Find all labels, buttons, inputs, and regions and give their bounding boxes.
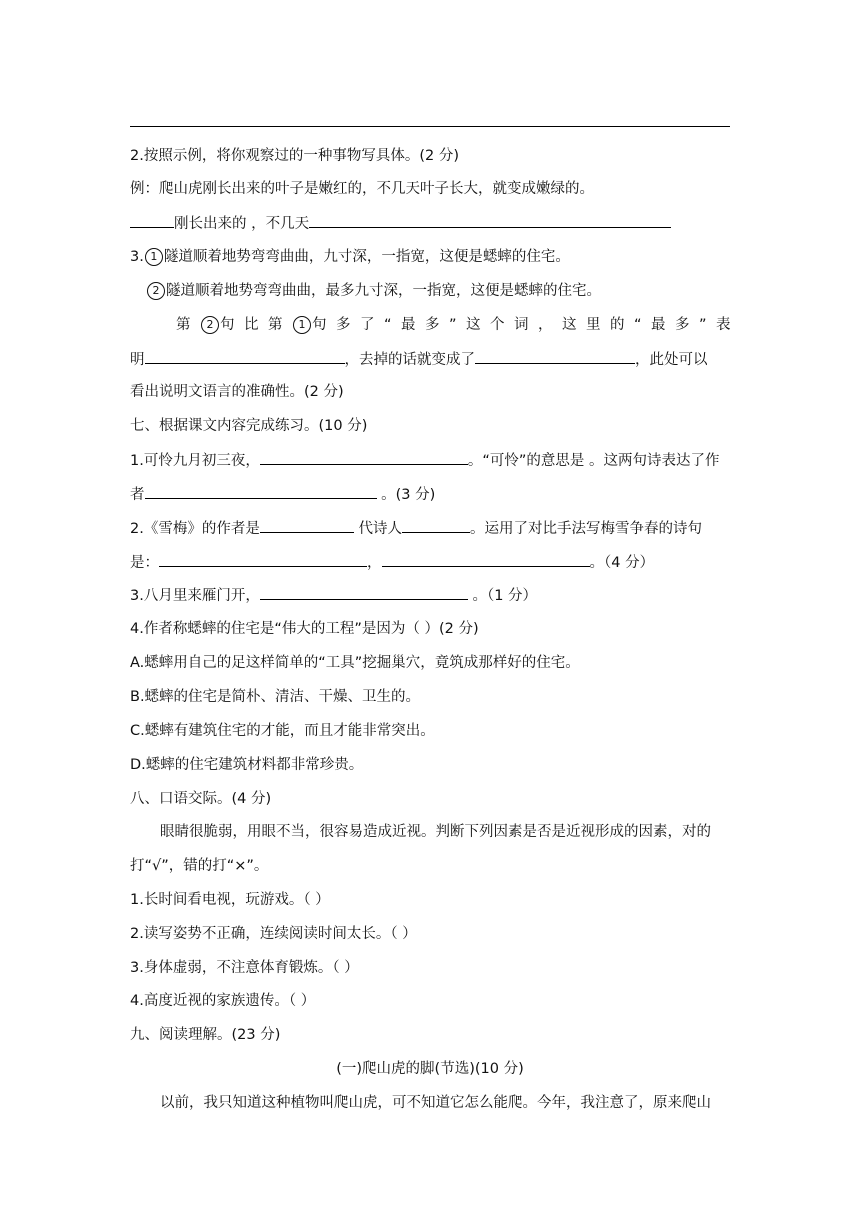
section-8-heading: 八、口语交际。(4 分) bbox=[130, 791, 272, 807]
option-a: A.蟋蟀用自己的足这样简单的“工具”挖掘巢穴，竟筑成那样好的住宅。 bbox=[130, 655, 580, 671]
answer-blank[interactable] bbox=[260, 450, 468, 465]
s7-q2-line-1: 2.《雪梅》的作者是 代诗人 。运用了对比手法写梅雪争春的诗句 bbox=[130, 518, 730, 539]
option-b: B.蟋蟀的住宅是简朴、清洁、干燥、卫生的。 bbox=[130, 689, 421, 705]
s7-q3-line: 3.八月里来雁门开， 。（1 分） bbox=[130, 585, 730, 606]
option-d: D.蟋蟀的住宅建筑材料都非常珍贵。 bbox=[130, 757, 364, 773]
answer-blank[interactable] bbox=[260, 585, 468, 600]
q3-line-3: 看出说明文语言的准确性。(2 分) bbox=[130, 384, 344, 400]
answer-blank[interactable] bbox=[145, 484, 377, 499]
circled-number-1: 1 bbox=[145, 248, 163, 266]
s8-intro-line-1: 眼睛很脆弱，用眼不当，很容易造成近视。判断下列因素是否是近视形成的因素，对的 bbox=[160, 824, 711, 840]
s7-q1-line-2: 者 。(3 分) bbox=[130, 484, 730, 505]
s7-q1-line-1: 1.可怜九月初三夜， 。“可怜”的意思是 。这两句诗表达了作 bbox=[130, 450, 730, 471]
reading-subtitle: (一)爬山虎的脚(节选)(10 分) bbox=[336, 1061, 524, 1077]
answer-blank[interactable] bbox=[475, 349, 635, 364]
q2-title: 2.按照示例，将你观察过的一种事物写具体。(2 分) bbox=[130, 148, 459, 164]
q3-fill-line: 明 ，去掉的话就变成了 ，此处可以 bbox=[130, 349, 730, 370]
s8-item-1: 1.长时间看电视，玩游戏。（ ） bbox=[130, 892, 330, 908]
s8-item-3: 3.身体虚弱，不注意体育锻炼。（ ） bbox=[130, 960, 359, 976]
answer-blank[interactable] bbox=[145, 349, 345, 364]
circled-number-2: 2 bbox=[147, 282, 165, 300]
answer-blank[interactable] bbox=[402, 518, 470, 533]
answer-blank[interactable] bbox=[159, 552, 367, 567]
s8-item-4: 4.高度近视的家族遗传。（ ） bbox=[130, 993, 316, 1009]
s8-item-2: 2.读写姿势不正确，连续阅读时间太长。（ ） bbox=[130, 926, 417, 942]
q2-fill-line: 刚长出来的 ，不几天 bbox=[130, 213, 730, 234]
option-c: C.蟋蟀有建筑住宅的才能，而且才能非常突出。 bbox=[130, 723, 435, 739]
answer-blank[interactable] bbox=[130, 213, 174, 228]
answer-blank[interactable] bbox=[260, 518, 354, 533]
q3-compare-line: 第 2 句比第 1 句多了“最多”这个词，这里的“最多”表 bbox=[176, 317, 741, 333]
section-7-heading: 七、根据课文内容完成练习。(10 分) bbox=[130, 418, 368, 434]
circled-number-1: 1 bbox=[293, 316, 311, 334]
q3-sentence-2: 2 隧道顺着地势弯弯曲曲，最多九寸深，一指宽，这便是蟋蟀的住宅。 bbox=[146, 281, 746, 301]
s8-intro-line-2: 打“√”，错的打“×”。 bbox=[130, 858, 269, 874]
circled-number-2: 2 bbox=[201, 316, 219, 334]
q2-example: 例：爬山虎刚长出来的叶子是嫩红的，不几天叶子长大，就变成嫩绿的。 bbox=[130, 181, 594, 197]
reading-paragraph: 以前，我只知道这种植物叫爬山虎，可不知道它怎么能爬。今年，我注意了，原来爬山 bbox=[160, 1095, 711, 1111]
s7-q2-line-2: 是： ， 。（4 分） bbox=[130, 552, 730, 573]
answer-blank[interactable] bbox=[309, 213, 671, 228]
section-9-heading: 九、阅读理解。(23 分) bbox=[130, 1027, 281, 1043]
s7-q4: 4.作者称蟋蟀的住宅是“伟大的工程”是因为（ ）(2 分) bbox=[130, 621, 479, 637]
q3-sentence-1: 3. 1 隧道顺着地势弯弯曲曲，九寸深，一指宽，这便是蟋蟀的住宅。 bbox=[130, 249, 570, 265]
header-rule bbox=[130, 126, 730, 127]
answer-blank[interactable] bbox=[382, 552, 590, 567]
